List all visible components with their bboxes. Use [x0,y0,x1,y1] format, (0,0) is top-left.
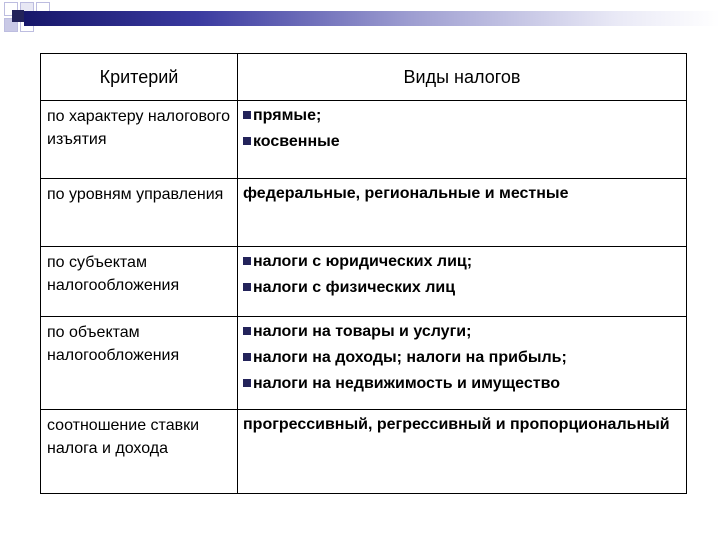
tax-types-cell [238,179,687,247]
criterion-cell: по уровням управления [41,179,238,247]
table-header-row [41,54,687,101]
tax-type-item [243,249,680,275]
tax-type-text: налоги на недвижимость и имущество [253,375,560,392]
tax-type-item [243,103,680,129]
tax-type-text: прямые; [253,107,322,124]
tax-types-table [40,53,687,494]
tax-type-text: прогрессивный, регрессивный и пропорциональный [243,416,670,433]
tax-type-item [243,412,680,438]
header-tax-types: Виды налогов [238,54,687,101]
square-bullet-icon [243,137,251,145]
square-bullet-icon [243,111,251,119]
tax-type-text: налоги на товары и услуги; [253,323,472,340]
tax-types-cell [238,317,687,410]
table-row [41,101,687,179]
tax-type-text: косвенные [253,133,340,150]
tax-type-item [243,371,680,397]
tax-types-cell [238,410,687,494]
criterion-cell: по субъектам налогообложения [41,247,238,317]
tax-type-item [243,181,680,207]
square-bullet-icon [243,257,251,265]
table-row [41,179,687,247]
tax-type-text: налоги с юридических лиц; [253,253,473,270]
square-bullet-icon [243,353,251,361]
tax-type-text: налоги на доходы; налоги на прибыль; [253,349,567,366]
criterion-cell: соотношение ставки налога и дохода [41,410,238,494]
tax-type-item [243,275,680,301]
criterion-cell: по объектам налогообложения [41,317,238,410]
tax-type-item [243,319,680,345]
square-bullet-icon [243,283,251,291]
header-criterion: Критерий [41,54,238,101]
tax-type-text: налоги с физических лиц [253,279,456,296]
slide-decoration [0,0,720,40]
table-row [41,317,687,410]
table-body [41,101,687,494]
tax-type-text: федеральные, региональные и местные [243,185,569,202]
title-bar [24,11,720,26]
square-bullet-icon [243,327,251,335]
square-bullet-icon [243,379,251,387]
tax-types-cell [238,101,687,179]
criterion-cell: по характеру налогового изъятия [41,101,238,179]
tax-type-item [243,345,680,371]
tax-types-table-container [40,53,686,494]
table-row [41,247,687,317]
tax-type-item [243,129,680,155]
tax-types-cell [238,247,687,317]
table-row [41,410,687,494]
